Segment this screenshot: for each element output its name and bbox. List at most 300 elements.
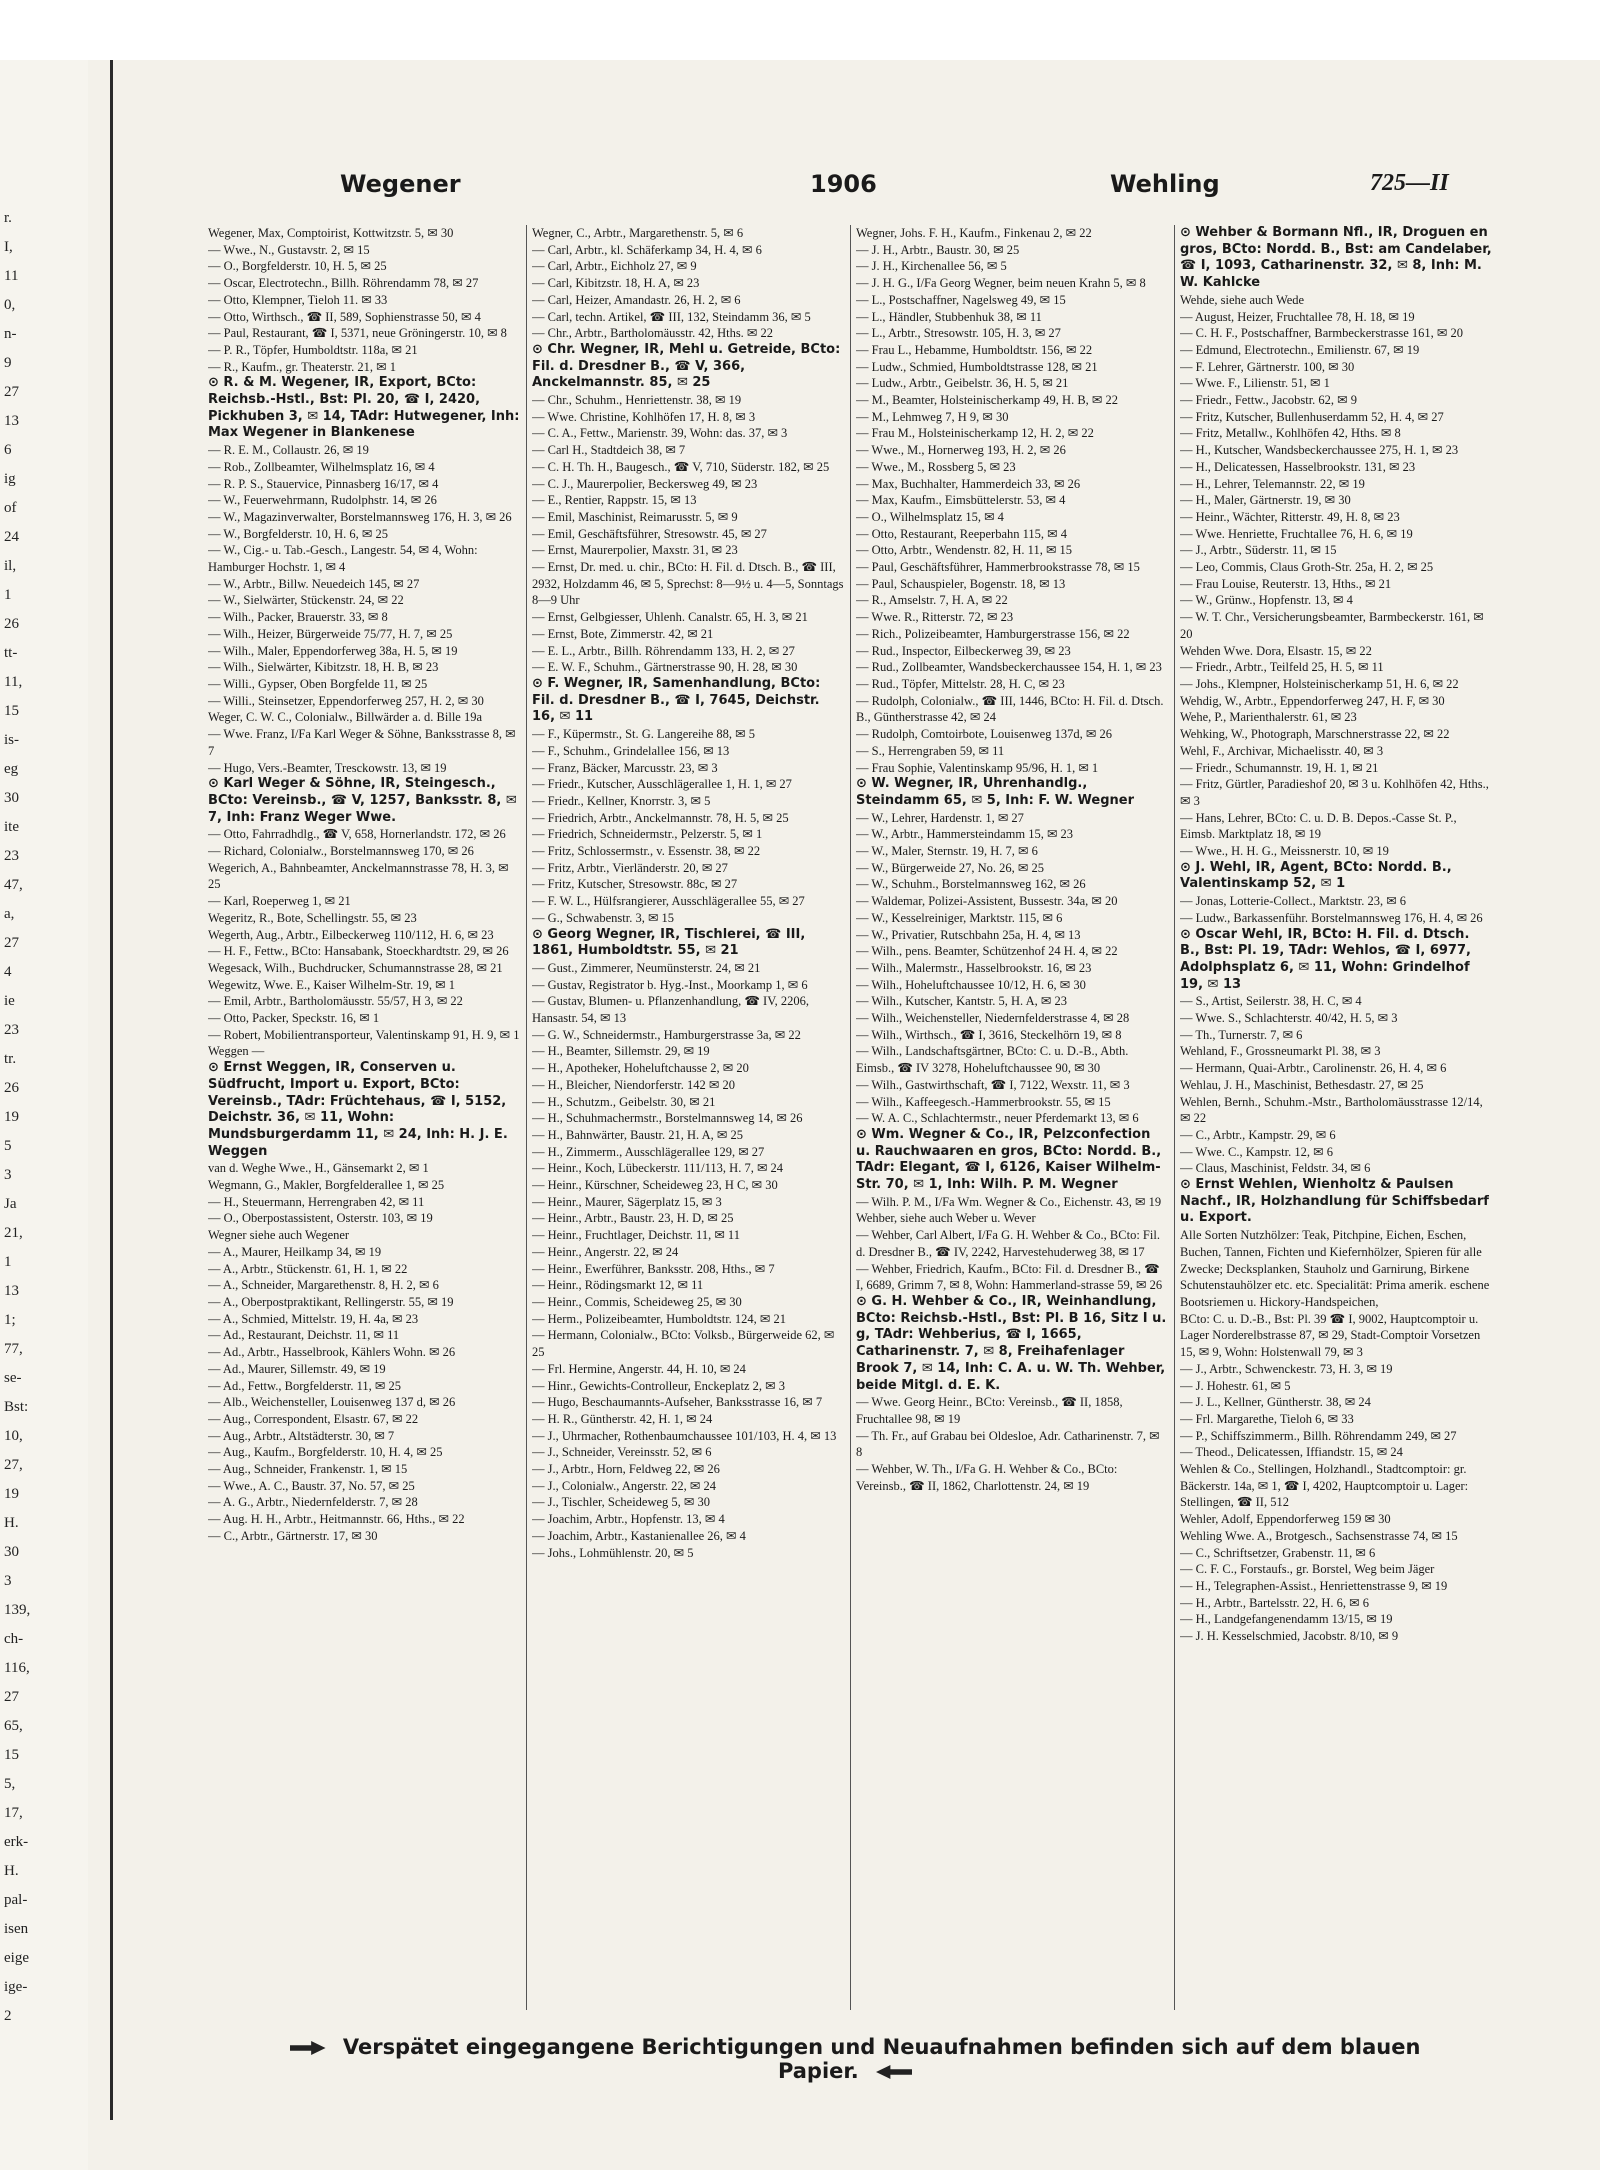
directory-entry: — Paul, Schauspieler, Bogenstr. 18, ✉ 13 bbox=[856, 576, 1066, 591]
directory-entry: — W., Privatier, Rutschbahn 25a, H. 4, ✉ 13 bbox=[856, 927, 1081, 942]
margin-fragment: 116, bbox=[4, 1660, 30, 1676]
directory-entry: — J., Arbtr., Süderstr. 11, ✉ 15 bbox=[1180, 543, 1337, 558]
directory-entry: — Fritz, Kutscher, Bullenhuserdamm 52, H. 4, ✉ 27 bbox=[1180, 409, 1444, 424]
directory-entry: — Ernst, Maurerpolier, Maxstr. 31, ✉ 23 bbox=[532, 543, 738, 558]
directory-entry: — Richard, Colonialw., Borstelmannsweg 170, ✉ 26 bbox=[208, 844, 474, 859]
directory-entry: — R. E. M., Collaustr. 26, ✉ 19 bbox=[208, 443, 369, 458]
directory-entry: — Hugo, Vers.-Beamter, Tresckowstr. 13, ✉ 19 bbox=[208, 760, 447, 775]
directory-entry: — Fritz, Arbtr., Vierländerstr. 20, ✉ 27 bbox=[532, 860, 728, 875]
directory-entry: — H., Apotheker, Hoheluftchausse 2, ✉ 20 bbox=[532, 1061, 749, 1076]
directory-entry: — Rud., Zollbeamter, Wandsbeckerchaussee 154, H. 1, ✉ 23 bbox=[856, 660, 1162, 675]
pointing-hand-icon bbox=[876, 2065, 912, 2079]
directory-entry: — M., Beamter, Holsteinischerkamp 49, H. B, ✉ 22 bbox=[856, 393, 1119, 408]
directory-entry: — Ludw., Arbtr., Geibelstr. 36, H. 5, ✉ 21 bbox=[856, 376, 1069, 391]
directory-entry: — G., Schwabenstr. 3, ✉ 15 bbox=[532, 910, 675, 925]
directory-entry: — Frau L., Hebamme, Humboldtstr. 156, ✉ 22 bbox=[856, 342, 1093, 357]
directory-entry: — Carl, techn. Artikel, ☎ III, 132, Steindamm 36, ✉ 5 bbox=[532, 309, 811, 324]
directory-entry: Wehlen & Co., Stellingen, Holzhandl., Stadtcomptoir: gr. Bäckerstr. 14a, ✉ 1, ☎ I, 4202, Hauptcomptoir u. Lager: Stellingen, ☎ II, 512 bbox=[1180, 1462, 1469, 1510]
directory-entry: — Emil, Geschäftsführer, Stresowstr. 45, ✉ 27 bbox=[532, 526, 767, 541]
directory-entry: — Wilh., pens. Beamter, Schützenhof 24 H. 4, ✉ 22 bbox=[856, 944, 1118, 959]
directory-entry: — J. H., Arbtr., Baustr. 30, ✉ 25 bbox=[856, 242, 1020, 257]
directory-entry: — Ad., Maurer, Sillemstr. 49, ✉ 19 bbox=[208, 1361, 386, 1376]
margin-fragment: 10, bbox=[4, 1428, 23, 1444]
directory-entry: — Hinr., Gewichts-Controlleur, Enckeplatz 2, ✉ 3 bbox=[532, 1378, 785, 1393]
directory-entry: — W., Magazinverwalter, Borstelmannsweg 176, H. 3, ✉ 26 bbox=[208, 509, 512, 524]
directory-entry: — W., Grünw., Hopfenstr. 13, ✉ 4 bbox=[1180, 593, 1353, 608]
directory-entry: — C., Arbtr., Kampstr. 29, ✉ 6 bbox=[1180, 1127, 1336, 1142]
directory-entry: — C. H. Th. H., Baugesch., ☎ V, 710, Süderstr. 182, ✉ 25 bbox=[532, 459, 830, 474]
directory-entry: Wegeritz, R., Bote, Schellingstr. 55, ✉ 23 bbox=[208, 910, 417, 925]
directory-entry: — E., Rentier, Rappstr. 15, ✉ 13 bbox=[532, 493, 697, 508]
directory-entry: — H., Lehrer, Telemannstr. 22, ✉ 19 bbox=[1180, 476, 1365, 491]
directory-entry: — Emil, Maschinist, Reimarusstr. 5, ✉ 9 bbox=[532, 509, 738, 524]
directory-entry: — W., Feuerwehrmann, Rudolphstr. 14, ✉ 26 bbox=[208, 493, 437, 508]
margin-fragment: ite bbox=[4, 819, 19, 835]
margin-fragment: 9 bbox=[4, 355, 12, 371]
directory-entry: — Hermann, Quai-Arbtr., Carolinenstr. 26, H. 4, ✉ 6 bbox=[1180, 1061, 1447, 1076]
margin-fragment: 27 bbox=[4, 384, 19, 400]
directory-entry: Wegner siehe auch Wegener bbox=[208, 1228, 350, 1243]
directory-entry: ⊙ F. Wegner, IR, Samenhandlung, BCto: Fil. d. Dresdner B., ☎ I, 7645, Deichstr. 16, ✉ 11 bbox=[532, 675, 821, 725]
directory-entry: — L., Arbtr., Stresowstr. 105, H. 3, ✉ 27 bbox=[856, 326, 1061, 341]
directory-entry: — Wilh., Gastwirthschaft, ☎ I, 7122, Wexstr. 11, ✉ 3 bbox=[856, 1077, 1130, 1092]
directory-entry: — Otto, Packer, Speckstr. 16, ✉ 1 bbox=[208, 1011, 380, 1026]
directory-entry: Wehl, F., Archivar, Michaelisstr. 40, ✉ 3 bbox=[1180, 743, 1384, 758]
directory-entry: — Wwe., M., Hornerweg 193, H. 2, ✉ 26 bbox=[856, 443, 1066, 458]
directory-entry: — J., Schneider, Vereinsstr. 52, ✉ 6 bbox=[532, 1445, 712, 1460]
directory-column-3 bbox=[856, 225, 1168, 2015]
directory-entry: — Friedr., Kutscher, Ausschlägerallee 1, H. 1, ✉ 27 bbox=[532, 777, 792, 792]
header-right-word: Wehling bbox=[1110, 170, 1220, 198]
margin-fragment: ie bbox=[4, 993, 15, 1009]
directory-entry: — Robert, Mobilientransporteur, Valentinskamp 91, H. 9, ✉ 1 bbox=[208, 1027, 520, 1042]
header-left-word: Wegener bbox=[340, 170, 461, 198]
margin-fragment: 1 bbox=[4, 587, 12, 603]
directory-entry: — Max, Buchhalter, Hammerdeich 33, ✉ 26 bbox=[856, 476, 1081, 491]
directory-entry: — Rich., Polizeibeamter, Hamburgerstrasse 156, ✉ 22 bbox=[856, 626, 1130, 641]
directory-entry: — Wilh., Malermstr., Hasselbrookstr. 16, ✉ 23 bbox=[856, 960, 1092, 975]
directory-entry: — Otto, Klempner, Tieloh 11. ✉ 33 bbox=[208, 292, 388, 307]
directory-entry: — H., Arbtr., Bartelsstr. 22, H. 6, ✉ 6 bbox=[1180, 1595, 1369, 1610]
margin-fragment: 23 bbox=[4, 848, 19, 864]
margin-fragment: 13 bbox=[4, 413, 19, 429]
directory-entry: — J., Uhrmacher, Rothenbaumchaussee 101/103, H. 4, ✉ 13 bbox=[532, 1428, 837, 1443]
directory-entry: Wegner, Johs. F. H., Kaufm., Finkenau 2, ✉ 22 bbox=[856, 226, 1092, 240]
directory-entry: — Willi., Gypser, Oben Borgfelde 11, ✉ 25 bbox=[208, 676, 428, 691]
directory-entry: — A., Oberpostpraktikant, Rellingerstr. 55, ✉ 19 bbox=[208, 1295, 454, 1309]
directory-entry: — C., Arbtr., Gärtnerstr. 17, ✉ 30 bbox=[208, 1528, 378, 1543]
directory-entry: — Wehber, Friedrich, Kaufm., BCto: Fil. d. Dresdner B., ☎ I, 6689, Grimm 7, ✉ 8, Wohn: Hammerland-strasse 59, ✉ 26 bbox=[856, 1261, 1163, 1293]
directory-entry: — Wilh., Heizer, Bürgerweide 75/77, H. 7, ✉ 25 bbox=[208, 626, 453, 641]
margin-fragment: H. bbox=[4, 1515, 19, 1531]
directory-entry: — Ernst, Bote, Zimmerstr. 42, ✉ 21 bbox=[532, 626, 714, 641]
directory-entry: — R. P. S., Stauervice, Pinnasberg 16/17, ✉ 4 bbox=[208, 476, 439, 491]
directory-entry: — Wilh., Weichensteller, Niedernfelderstrasse 4, ✉ 28 bbox=[856, 1011, 1130, 1026]
directory-entry: — F. Lehrer, Gärtnerstr. 100, ✉ 30 bbox=[1180, 359, 1355, 374]
directory-entry: — Carl H., Stadtdeich 38, ✉ 7 bbox=[532, 443, 686, 458]
directory-entry: — Leo, Commis, Claus Groth-Str. 25a, H. 2, ✉ 25 bbox=[1180, 560, 1434, 575]
margin-fragment: 27 bbox=[4, 935, 19, 951]
directory-entry: — Ernst, Dr. med. u. chir., BCto: H. Fil. d. Dtsch. B., ☎ III, 2932, Holzdamm 46, ✉ 5, Sprechst: 8—9½ u. 4—5, Sonntags 8—9 Uhr bbox=[532, 560, 844, 608]
page-gutter-rule bbox=[110, 60, 113, 2120]
directory-entry: — Ad., Restaurant, Deichstr. 11, ✉ 11 bbox=[208, 1328, 400, 1343]
directory-entry: — Wilh., Hoheluftchaussee 10/12, H. 6, ✉ 30 bbox=[856, 977, 1086, 992]
directory-entry: — Friedr., Arbtr., Teilfeld 25, H. 5, ✉ 11 bbox=[1180, 660, 1384, 675]
margin-fragment: 11, bbox=[4, 674, 23, 690]
directory-entry: — J., Tischler, Scheideweg 5, ✉ 30 bbox=[532, 1495, 711, 1510]
directory-entry: — Wilh., Landschaftsgärtner, BCto: C. u. D.-B., Abth. Eimsb., ☎ IV 3278, Hoheluftchaussee 90, ✉ 30 bbox=[856, 1044, 1129, 1076]
directory-entry: — Aug. H. H., Arbtr., Heitmannstr. 66, Hths., ✉ 22 bbox=[208, 1512, 465, 1527]
margin-fragment: 30 bbox=[4, 1544, 19, 1560]
directory-entry: — Wwe., N., Gustavstr. 2, ✉ 15 bbox=[208, 242, 370, 257]
footer-notice: Verspätet eingegangene Berichtigungen und Neuaufnahmen befinden sich auf dem blauen Papier. bbox=[342, 2035, 1421, 2083]
margin-fragment: ige- bbox=[4, 1979, 28, 1995]
header-page-number: 725—II bbox=[1370, 170, 1449, 196]
margin-fragment: 5, bbox=[4, 1776, 16, 1792]
directory-entry: — Gust., Zimmerer, Neumünsterstr. 24, ✉ 21 bbox=[532, 960, 761, 975]
directory-entry: — P. R., Töpfer, Humboldtstr. 118a, ✉ 21 bbox=[208, 342, 418, 357]
margin-fragment: 21, bbox=[4, 1225, 23, 1241]
directory-entry: — W., Cig.- u. Tab.-Gesch., Langestr. 54, ✉ 4, Wohn: Hamburger Hochstr. 1, ✉ 4 bbox=[208, 543, 478, 575]
directory-entry: — J., Arbtr., Horn, Feldweg 22, ✉ 26 bbox=[532, 1462, 720, 1477]
margin-fragment: 19 bbox=[4, 1486, 19, 1502]
directory-entry: — Johs., Lohmühlenstr. 20, ✉ 5 bbox=[532, 1545, 694, 1560]
directory-entry: Wegener, Max, Comptoirist, Kottwitzstr. 5, ✉ 30 bbox=[208, 226, 454, 240]
margin-fragment: eige bbox=[4, 1950, 29, 1966]
margin-fragment: 65, bbox=[4, 1718, 23, 1734]
previous-page-edge bbox=[0, 60, 90, 2170]
directory-entry: — C. J., Maurerpolier, Beckersweg 49, ✉ 23 bbox=[532, 476, 758, 491]
directory-entry: ⊙ Oscar Wehl, IR, BCto: H. Fil. d. Dtsch. B., Bst: Pl. 19, TAdr: Wehlos, ☎ I, 6977, Adolphsplatz 6, ✉ 11, Wohn: Grindelhof 19, ✉ 13 bbox=[1180, 926, 1471, 992]
directory-entry: — Aug., Arbtr., Altstädterstr. 30, ✉ 7 bbox=[208, 1428, 395, 1443]
directory-entry: — C. A., Fettw., Marienstr. 39, Wohn: das. 37, ✉ 3 bbox=[532, 426, 788, 441]
directory-entry: Wegerich, A., Bahnbeamter, Anckelmannstrasse 78, H. 3, ✉ 25 bbox=[208, 860, 509, 892]
directory-entry: ⊙ Georg Wegner, IR, Tischlerei, ☎ III, 1861, Humboldtstr. 55, ✉ 21 bbox=[532, 926, 806, 959]
margin-fragment: 19 bbox=[4, 1109, 19, 1125]
directory-entry: Wegner, C., Arbtr., Margarethenstr. 5, ✉ 6 bbox=[532, 226, 744, 240]
directory-entry: — Wwe. Henriette, Fruchtallee 76, H. 6, ✉ 19 bbox=[1180, 526, 1413, 541]
directory-entry: — J. H. Kesselschmied, Jacobstr. 8/10, ✉ 9 bbox=[1180, 1629, 1399, 1644]
column-divider bbox=[526, 225, 527, 2010]
directory-entry: — W. A. C., Schlachtermstr., neuer Pferdemarkt 13, ✉ 6 bbox=[856, 1111, 1139, 1126]
directory-entry: — J. Hohestr. 61, ✉ 5 bbox=[1180, 1378, 1291, 1393]
margin-fragment: pal- bbox=[4, 1892, 28, 1908]
directory-entry: — W. T. Chr., Versicherungsbeamter, Barmbeckerstr. 161, ✉ 20 bbox=[1180, 610, 1484, 641]
directory-entry: — Franz, Bäcker, Marcusstr. 23, ✉ 3 bbox=[532, 760, 718, 775]
margin-fragment: Bst: bbox=[4, 1399, 29, 1415]
directory-entry: — R., Amselstr. 7, H. A, ✉ 22 bbox=[856, 593, 1008, 608]
directory-entry: — Th. Fr., auf Grabau bei Oldesloe, Adr. Catharinenstr. 7, ✉ 8 bbox=[856, 1428, 1160, 1460]
directory-entry: — Ludw., Barkassenführ. Borstelmannsweg 176, H. 4, ✉ 26 bbox=[1180, 910, 1483, 925]
directory-entry: — Wwe., A. C., Baustr. 37, No. 57, ✉ 25 bbox=[208, 1478, 415, 1493]
directory-entry: — Wwe., M., Rossberg 5, ✉ 23 bbox=[856, 459, 1016, 474]
margin-fragment: 3 bbox=[4, 1573, 12, 1589]
directory-entry: ⊙ W. Wegner, IR, Uhrenhandlg., Steindamm 65, ✉ 5, Inh: F. W. Wegner bbox=[856, 776, 1135, 808]
directory-entry: — Heinr., Angerstr. 22, ✉ 24 bbox=[532, 1244, 679, 1259]
directory-entry: — Carl, Arbtr., kl. Schäferkamp 34, H. 4, ✉ 6 bbox=[532, 242, 762, 257]
directory-entry: — Frau M., Holsteinischerkamp 12, H. 2, ✉ 22 bbox=[856, 426, 1094, 441]
directory-entry: — Heinr., Arbtr., Baustr. 23, H. D, ✉ 25 bbox=[532, 1211, 734, 1226]
directory-entry: — O., Wilhelmsplatz 15, ✉ 4 bbox=[856, 509, 1004, 524]
directory-entry: Wegmann, G., Makler, Borgfelderallee 1, ✉ 25 bbox=[208, 1178, 445, 1193]
directory-entry: — G. W., Schneidermstr., Hamburgerstrasse 3a, ✉ 22 bbox=[532, 1027, 801, 1042]
directory-entry: ⊙ Karl Weger & Söhne, IR, Steingesch., BCto: Vereinsb., ☎ V, 1257, Banksstr. 8, ✉ 7, Inh: Franz Weger Wwe. bbox=[208, 776, 517, 825]
margin-fragment: 139, bbox=[4, 1602, 31, 1618]
pointing-hand-icon bbox=[290, 2041, 326, 2055]
directory-entry: — R., Kaufm., gr. Theaterstr. 21, ✉ 1 bbox=[208, 359, 396, 374]
directory-entry: — Th., Turnerstr. 7, ✉ 6 bbox=[1180, 1027, 1303, 1042]
directory-entry: — Hugo, Beschaumannts-Aufseher, Banksstrasse 16, ✉ 7 bbox=[532, 1395, 823, 1410]
directory-entry: BCto: C. u. D.-B., Bst: Pl. 39 ☎ I, 9002, Hauptcomptoir u. Lager Norderelbstrasse 87, ✉ 29, Stadt-Comptoir Vorsetzen 15, ✉ 9, Wohn: Holstenwall 79, ✉ 3 bbox=[1180, 1311, 1481, 1360]
directory-entry: — Chr., Arbtr., Bartholomäusstr. 42, Hths. ✉ 22 bbox=[532, 326, 774, 341]
directory-entry: — Friedr., Schumannstr. 19, H. 1, ✉ 21 bbox=[1180, 760, 1379, 775]
directory-entry: — Oscar, Electrotechn., Billh. Röhrendamm 78, ✉ 27 bbox=[208, 276, 479, 291]
directory-entry: — Rudolph, Colonialw., ☎ III, 1446, BCto: H. Fil. d. Dtsch. B., Güntherstrasse 42, ✉ 24 bbox=[856, 693, 1164, 725]
directory-entry: — H., Landgefangenendamm 13/15, ✉ 19 bbox=[1180, 1612, 1393, 1627]
directory-entry: — Rob., Zollbeamter, Wilhelmsplatz 16, ✉ 4 bbox=[208, 459, 435, 474]
directory-entry: — Hermann, Colonialw., BCto: Volksb., Bürgerweide 62, ✉ 25 bbox=[532, 1328, 835, 1360]
margin-fragment: a, bbox=[4, 906, 15, 922]
directory-entry: — Carl, Heizer, Amandastr. 26, H. 2, ✉ 6 bbox=[532, 292, 741, 307]
directory-entry: — J. H., Kirchenallee 56, ✉ 5 bbox=[856, 259, 1007, 274]
directory-entry: — H., Telegraphen-Assist., Henriettenstrasse 9, ✉ 19 bbox=[1180, 1578, 1448, 1593]
directory-entry: ⊙ Chr. Wegner, IR, Mehl u. Getreide, BCto: Fil. d. Dresdner B., ☎ V, 366, Anckelmannstr. 85, ✉ 25 bbox=[532, 341, 841, 391]
directory-entry: — Frl. Margarethe, Tieloh 6, ✉ 33 bbox=[1180, 1411, 1354, 1426]
directory-entry: — Heinr., Ewerführer, Banksstr. 208, Hths., ✉ 7 bbox=[532, 1261, 775, 1276]
directory-entry: — Herm., Polizeibeamter, Humboldtstr. 124, ✉ 21 bbox=[532, 1311, 787, 1326]
margin-fragment: 15 bbox=[4, 703, 19, 719]
directory-entry: — Friedr., Fettw., Jacobstr. 62, ✉ 9 bbox=[1180, 393, 1358, 408]
directory-entry: — F. W. L., Hülfsrangierer, Ausschlägerallee 55, ✉ 27 bbox=[532, 894, 805, 909]
directory-entry: — P., Schiffszimmerm., Billh. Röhrendamm 249, ✉ 27 bbox=[1180, 1428, 1457, 1443]
directory-column-2 bbox=[532, 225, 844, 2015]
directory-entry: — Wilh., Wirthsch., ☎ I, 3616, Steckelhörn 19, ✉ 8 bbox=[856, 1027, 1122, 1042]
page-footer bbox=[250, 2035, 1450, 2083]
directory-entry: — E. W. F., Schuhm., Gärtnerstrasse 90, H. 28, ✉ 30 bbox=[532, 660, 798, 675]
directory-entry: — H., Zimmerm., Ausschlägerallee 129, ✉ 27 bbox=[532, 1144, 765, 1159]
directory-entry: ⊙ G. H. Wehber & Co., IR, Weinhandlung, BCto: Reichsb.-Hstl., Bst: Pl. B 16, Sitz I u. g, TAdr: Wehberius, ☎ I, 1665, Catharinenstr. 7, ✉ 8, Freihafenlager Brook 7, ✉ 14, Inh: C. A. u. W. Th. Wehber, beide Mitgl. d. E. K. bbox=[856, 1294, 1167, 1393]
directory-entry: — Friedr., Kellner, Knorrstr. 3, ✉ 5 bbox=[532, 793, 711, 808]
directory-entry: — Heinr., Wächter, Ritterstr. 49, H. 8, ✉ 23 bbox=[1180, 509, 1400, 524]
directory-entry: — Ludw., Schmied, Humboldtstrasse 128, ✉ 21 bbox=[856, 359, 1098, 374]
directory-entry: — Carl, Arbtr., Eichholz 27, ✉ 9 bbox=[532, 259, 697, 274]
margin-fragment: 4 bbox=[4, 964, 12, 980]
margin-fragment: erk- bbox=[4, 1834, 29, 1850]
directory-entry: — W., Bürgerweide 27, No. 26, ✉ 25 bbox=[856, 860, 1045, 875]
directory-entry: — Wwe. F., Lilienstr. 51, ✉ 1 bbox=[1180, 376, 1330, 391]
margin-fragment: 77, bbox=[4, 1341, 23, 1357]
margin-fragment: 26 bbox=[4, 1080, 19, 1096]
directory-entry: — Johs., Klempner, Holsteinischerkamp 51, H. 6, ✉ 22 bbox=[1180, 676, 1459, 691]
margin-fragment: se- bbox=[4, 1370, 22, 1386]
directory-entry: — F., Küpermstr., St. G. Langereihe 88, ✉ 5 bbox=[532, 727, 755, 742]
directory-entry: — Frau Louise, Reuterstr. 13, Hths., ✉ 21 bbox=[1180, 576, 1392, 591]
directory-entry: — H., Schutzm., Geibelstr. 30, ✉ 21 bbox=[532, 1094, 716, 1109]
directory-entry: — O., Borgfelderstr. 10, H. 5, ✉ 25 bbox=[208, 259, 387, 274]
margin-fragment: tt- bbox=[4, 645, 18, 661]
directory-entry: — W., Borgfelderstr. 10, H. 6, ✉ 25 bbox=[208, 526, 389, 541]
directory-entry: — Heinr., Fruchtlager, Deichstr. 11, ✉ 11 bbox=[532, 1228, 740, 1243]
directory-entry: — Friedrich, Arbtr., Anckelmannstr. 78, H. 5, ✉ 25 bbox=[532, 810, 789, 825]
margin-fragment: il, bbox=[4, 558, 17, 574]
directory-entry: — Aug., Kaufm., Borgfelderstr. 10, H. 4, ✉ 25 bbox=[208, 1445, 443, 1460]
directory-entry: Wehler, Adolf, Eppendorferweg 159 ✉ 30 bbox=[1180, 1512, 1391, 1527]
directory-entry: — J., Colonialw., Angerstr. 22, ✉ 24 bbox=[532, 1478, 716, 1493]
directory-entry: Wehling Wwe. A., Brotgesch., Sachsenstrasse 74, ✉ 15 bbox=[1180, 1528, 1458, 1543]
directory-entry: — Jonas, Lotterie-Collect., Marktstr. 23, ✉ 6 bbox=[1180, 894, 1407, 909]
directory-entry: — W., Schuhm., Borstelmannsweg 162, ✉ 26 bbox=[856, 877, 1086, 892]
margin-fragment: 27, bbox=[4, 1457, 23, 1473]
directory-entry: — Ad., Fettw., Borgfelderstr. 11, ✉ 25 bbox=[208, 1378, 401, 1393]
directory-entry: — Rudolph, Comtoirbote, Louisenweg 137d, ✉ 26 bbox=[856, 727, 1112, 742]
margin-fragment: isen bbox=[4, 1921, 29, 1937]
directory-entry: — W., Arbtr., Hammersteindamm 15, ✉ 23 bbox=[856, 827, 1074, 842]
directory-entry: — H. F., Fettw., BCto: Hansabank, Stoeckhardtstr. 29, ✉ 26 bbox=[208, 944, 509, 959]
directory-entry: — Wilh., Kaffeegesch.-Hammerbrookstr. 55, ✉ 15 bbox=[856, 1094, 1111, 1109]
directory-column-4 bbox=[1180, 225, 1492, 2015]
directory-entry: — Wwe. Christine, Kohlhöfen 17, H. 8, ✉ 3 bbox=[532, 409, 756, 424]
directory-entry: — Fritz, Metallw., Kohlhöfen 42, Hths. ✉ 8 bbox=[1180, 426, 1401, 441]
margin-fragment: Ja bbox=[4, 1196, 17, 1212]
directory-entry: Wehdig, W., Arbtr., Eppendorferweg 247, H. F, ✉ 30 bbox=[1180, 693, 1445, 708]
directory-entry: — Joachim, Arbtr., Hopfenstr. 13, ✉ 4 bbox=[532, 1512, 725, 1527]
directory-entry: — H., Beamter, Sillemstr. 29, ✉ 19 bbox=[532, 1044, 710, 1059]
margin-fragment: 26 bbox=[4, 616, 19, 632]
directory-entry: — J. L., Kellner, Güntherstr. 38, ✉ 24 bbox=[1180, 1395, 1371, 1410]
directory-entry: Wehber, siehe auch Weber u. Wever bbox=[856, 1211, 1036, 1226]
directory-entry: ⊙ Ernst Wehlen, Wienholtz & Paulsen Nachf., IR, Holzhandlung für Schiffsbedarf u. Export. bbox=[1180, 1177, 1489, 1226]
directory-entry: — A., Arbtr., Stückenstr. 61, H. 1, ✉ 22 bbox=[208, 1261, 408, 1276]
directory-entry: — Otto, Arbtr., Wendenstr. 82, H. 11, ✉ 15 bbox=[856, 543, 1073, 558]
directory-entry: — Edmund, Electrotechn., Emilienstr. 67, ✉ 19 bbox=[1180, 342, 1420, 357]
margin-fragment: 1 bbox=[4, 1254, 12, 1270]
directory-entry: — A., Schneider, Margarethenstr. 8, H. 2, ✉ 6 bbox=[208, 1278, 439, 1293]
directory-entry: — W., Kesselreiniger, Marktstr. 115, ✉ 6 bbox=[856, 910, 1063, 925]
directory-entry: — J. H. G., I/Fa Georg Wegner, beim neuen Krahn 5, ✉ 8 bbox=[856, 276, 1146, 291]
directory-entry: — Wilh., Kutscher, Kantstr. 5, H. A, ✉ 23 bbox=[856, 994, 1067, 1009]
directory-entry: — Gustav, Registrator b. Hyg.-Inst., Moorkamp 1, ✉ 6 bbox=[532, 977, 808, 992]
directory-entry: — Joachim, Arbtr., Kastanienallee 26, ✉ 4 bbox=[532, 1528, 746, 1543]
margin-fragment: 3 bbox=[4, 1167, 12, 1183]
margin-fragment: 17, bbox=[4, 1805, 23, 1821]
directory-entry: — Willi., Steinsetzer, Eppendorferweg 257, H. 2, ✉ 30 bbox=[208, 693, 484, 708]
directory-entry: — Otto, Fahrradhdlg., ☎ V, 658, Hornerlandstr. 172, ✉ 26 bbox=[208, 827, 506, 842]
directory-entry: — C. F. C., Forstaufs., gr. Borstel, Weg beim Jäger bbox=[1180, 1562, 1435, 1577]
margin-fragment: r. bbox=[4, 210, 12, 226]
directory-entry: — Heinr., Kürschner, Scheideweg 23, H C, ✉ 30 bbox=[532, 1178, 778, 1193]
directory-entry: Wegewitz, Wwe. E., Kaiser Wilhelm-Str. 19, ✉ 1 bbox=[208, 977, 455, 992]
margin-fragment: 0, bbox=[4, 297, 16, 313]
margin-fragment: 47, bbox=[4, 877, 23, 893]
margin-fragment: of bbox=[4, 500, 17, 516]
directory-entry: ⊙ R. & M. Wegener, IR, Export, BCto: Reichsb.-Hstl., Bst: Pl. 20, ☎ I, 2420, Pickhuben 3, ✉ 14, TAdr: Hutwegener, Inh: Max Wegener in Blankenese bbox=[208, 375, 520, 441]
margin-fragment: H. bbox=[4, 1863, 19, 1879]
margin-fragment: I, bbox=[4, 239, 13, 255]
margin-fragment: ig bbox=[4, 471, 16, 487]
directory-entry: Wehlau, J. H., Maschinist, Bethesdastr. 27, ✉ 25 bbox=[1180, 1077, 1424, 1092]
directory-entry: — Wwe., H. H. G., Meissnerstr. 10, ✉ 19 bbox=[1180, 844, 1389, 859]
directory-entry: — C. H. F., Postschaffner, Barmbeckerstrasse 161, ✉ 20 bbox=[1180, 326, 1464, 341]
directory-entry: — Friedrich, Schneidermstr., Pelzerstr. 5, ✉ 1 bbox=[532, 827, 763, 842]
column-divider bbox=[850, 225, 851, 2010]
margin-fragment: 2 bbox=[4, 2008, 12, 2024]
directory-entry: Wehking, W., Photograph, Marschnerstrasse 22, ✉ 22 bbox=[1180, 727, 1450, 742]
directory-entry: — Wwe. Georg Heinr., BCto: Vereinsb., ☎ II, 1858, Fruchtallee 98, ✉ 19 bbox=[856, 1395, 1123, 1426]
directory-entry: — Wwe. R., Ritterstr. 72, ✉ 23 bbox=[856, 610, 1014, 625]
directory-entry: — J., Arbtr., Schwenckestr. 73, H. 3, ✉ 19 bbox=[1180, 1361, 1393, 1376]
directory-entry: — Fritz, Kutscher, Stresowstr. 88c, ✉ 27 bbox=[532, 877, 738, 892]
directory-entry: — E. L., Arbtr., Billh. Röhrendamm 133, H. 2, ✉ 27 bbox=[532, 643, 795, 658]
directory-entry: — Heinr., Maurer, Sägerplatz 15, ✉ 3 bbox=[532, 1194, 722, 1209]
directory-entry: — Wwe. Franz, I/Fa Karl Weger & Söhne, Banksstrasse 8, ✉ 7 bbox=[208, 727, 516, 758]
directory-entry: ⊙ Ernst Weggen, IR, Conserven u. Südfrucht, Import u. Export, BCto: Vereinsb., TAdr: Früchtehaus, ☎ I, 5152, Deichstr. 36, ✉ 11, Wohn: Mundsburgerdamm 11, ✉ 24, Inh: H. J. E. Weggen bbox=[208, 1060, 508, 1159]
directory-entry: — H. R., Güntherstr. 42, H. 1, ✉ 24 bbox=[532, 1411, 713, 1426]
directory-entry: — Claus, Maschinist, Feldstr. 34, ✉ 6 bbox=[1180, 1161, 1371, 1176]
directory-entry: — A., Maurer, Heilkamp 34, ✉ 19 bbox=[208, 1244, 382, 1259]
directory-column-1 bbox=[208, 225, 520, 2015]
column-divider bbox=[1174, 225, 1175, 2010]
directory-entry: — Wwe. C., Kampstr. 12, ✉ 6 bbox=[1180, 1144, 1333, 1159]
margin-fragment: is- bbox=[4, 732, 19, 748]
margin-fragment: 5 bbox=[4, 1138, 12, 1154]
margin-fragment: eg bbox=[4, 761, 19, 777]
directory-entry: — W., Lehrer, Hardenstr. 1, ✉ 27 bbox=[856, 810, 1024, 825]
directory-entry: — H., Steuermann, Herrengraben 42, ✉ 11 bbox=[208, 1194, 425, 1209]
margin-fragment: 6 bbox=[4, 442, 12, 458]
directory-entry: — Gustav, Blumen- u. Pflanzenhandlung, ☎ IV, 2206, Hansastr. 54, ✉ 13 bbox=[532, 994, 809, 1026]
directory-entry: — Aug., Correspondent, Elsastr. 67, ✉ 22 bbox=[208, 1411, 419, 1426]
directory-entry: — Emil, Arbtr., Bartholomäusstr. 55/57, H 3, ✉ 22 bbox=[208, 994, 463, 1009]
directory-entry: — Wilh., Packer, Brauerstr. 33, ✉ 8 bbox=[208, 610, 388, 625]
directory-entry: — O., Oberpostassistent, Osterstr. 103, ✉ 19 bbox=[208, 1211, 433, 1226]
directory-entry: — Otto, Wirthsch., ☎ II, 589, Sophienstrasse 50, ✉ 4 bbox=[208, 309, 481, 324]
directory-entry: — Heinr., Rödingsmarkt 12, ✉ 11 bbox=[532, 1278, 704, 1293]
directory-entry: — L., Händler, Stubbenhuk 38, ✉ 11 bbox=[856, 309, 1042, 324]
directory-entry: — Wehber, W. Th., I/Fa G. H. Wehber & Co., BCto: Vereinsb., ☎ II, 1862, Charlottenstr. 24, ✉ 19 bbox=[856, 1462, 1118, 1493]
directory-entry: Wehe, P., Marienthalerstr. 61, ✉ 23 bbox=[1180, 710, 1357, 725]
margin-fragment: 1; bbox=[4, 1312, 16, 1328]
directory-entry: — H., Schuhmachermstr., Borstelmannsweg 14, ✉ 26 bbox=[532, 1111, 803, 1126]
margin-fragment: ch- bbox=[4, 1631, 24, 1647]
header-year: 1906 bbox=[810, 170, 877, 198]
directory-entry: — F., Schuhm., Grindelallee 156, ✉ 13 bbox=[532, 743, 730, 758]
directory-entry: Wehde, siehe auch Wede bbox=[1180, 292, 1305, 307]
directory-entry: — Carl, Kibitzstr. 18, H. A, ✉ 23 bbox=[532, 276, 700, 291]
directory-entry: — August, Heizer, Fruchtallee 78, H. 18, ✉ 19 bbox=[1180, 309, 1415, 324]
directory-entry: — Theod., Delicatessen, Iffiandstr. 15, ✉ 24 bbox=[1180, 1445, 1403, 1460]
directory-entry: — H., Kutscher, Wandsbeckerchaussee 275, H. 1, ✉ 23 bbox=[1180, 443, 1459, 458]
directory-entry: — S., Herrengraben 59, ✉ 11 bbox=[856, 743, 1005, 758]
directory-entry: — W., Arbtr., Billw. Neuedeich 145, ✉ 27 bbox=[208, 576, 420, 591]
margin-fragment: 23 bbox=[4, 1022, 19, 1038]
directory-entry: — S., Artist, Seilerstr. 38, H. C, ✉ 4 bbox=[1180, 994, 1362, 1009]
directory-entry: Wegesack, Wilh., Buchdrucker, Schumannstrasse 28, ✉ 21 bbox=[208, 960, 503, 975]
directory-entry: — Wwe. S., Schlachterstr. 40/42, H. 5, ✉ 3 bbox=[1180, 1011, 1398, 1026]
directory-entry: — Karl, Roeperweg 1, ✉ 21 bbox=[208, 894, 351, 909]
directory-entry: — Alb., Weichensteller, Louisenweg 137 d, ✉ 26 bbox=[208, 1395, 456, 1410]
directory-entry: Wehlen, Bernh., Schuhm.-Mstr., Bartholomäusstrasse 12/14, ✉ 22 bbox=[1180, 1094, 1483, 1126]
directory-entry: — A. G., Arbtr., Niedernfelderstr. 7, ✉ 28 bbox=[208, 1495, 418, 1510]
directory-entry: — H., Bahnwärter, Baustr. 21, H. A, ✉ 25 bbox=[532, 1127, 743, 1142]
margin-fragment: tr. bbox=[4, 1051, 17, 1067]
margin-fragment: 13 bbox=[4, 1283, 19, 1299]
directory-entry: — Fritz, Schlossermstr., v. Essenstr. 38, ✉ 22 bbox=[532, 844, 761, 859]
directory-entry: — Ad., Arbtr., Hasselbrook, Kählers Wohn. ✉ 26 bbox=[208, 1345, 456, 1360]
directory-entry: — Paul, Restaurant, ☎ I, 5371, neue Gröningerstr. 10, ✉ 8 bbox=[208, 326, 507, 341]
page-header bbox=[190, 170, 1490, 204]
directory-entry: — W., Maler, Sternstr. 19, H. 7, ✉ 6 bbox=[856, 844, 1038, 859]
directory-entry: ⊙ J. Wehl, IR, Agent, BCto: Nordd. B., Valentinskamp 52, ✉ 1 bbox=[1180, 859, 1452, 892]
